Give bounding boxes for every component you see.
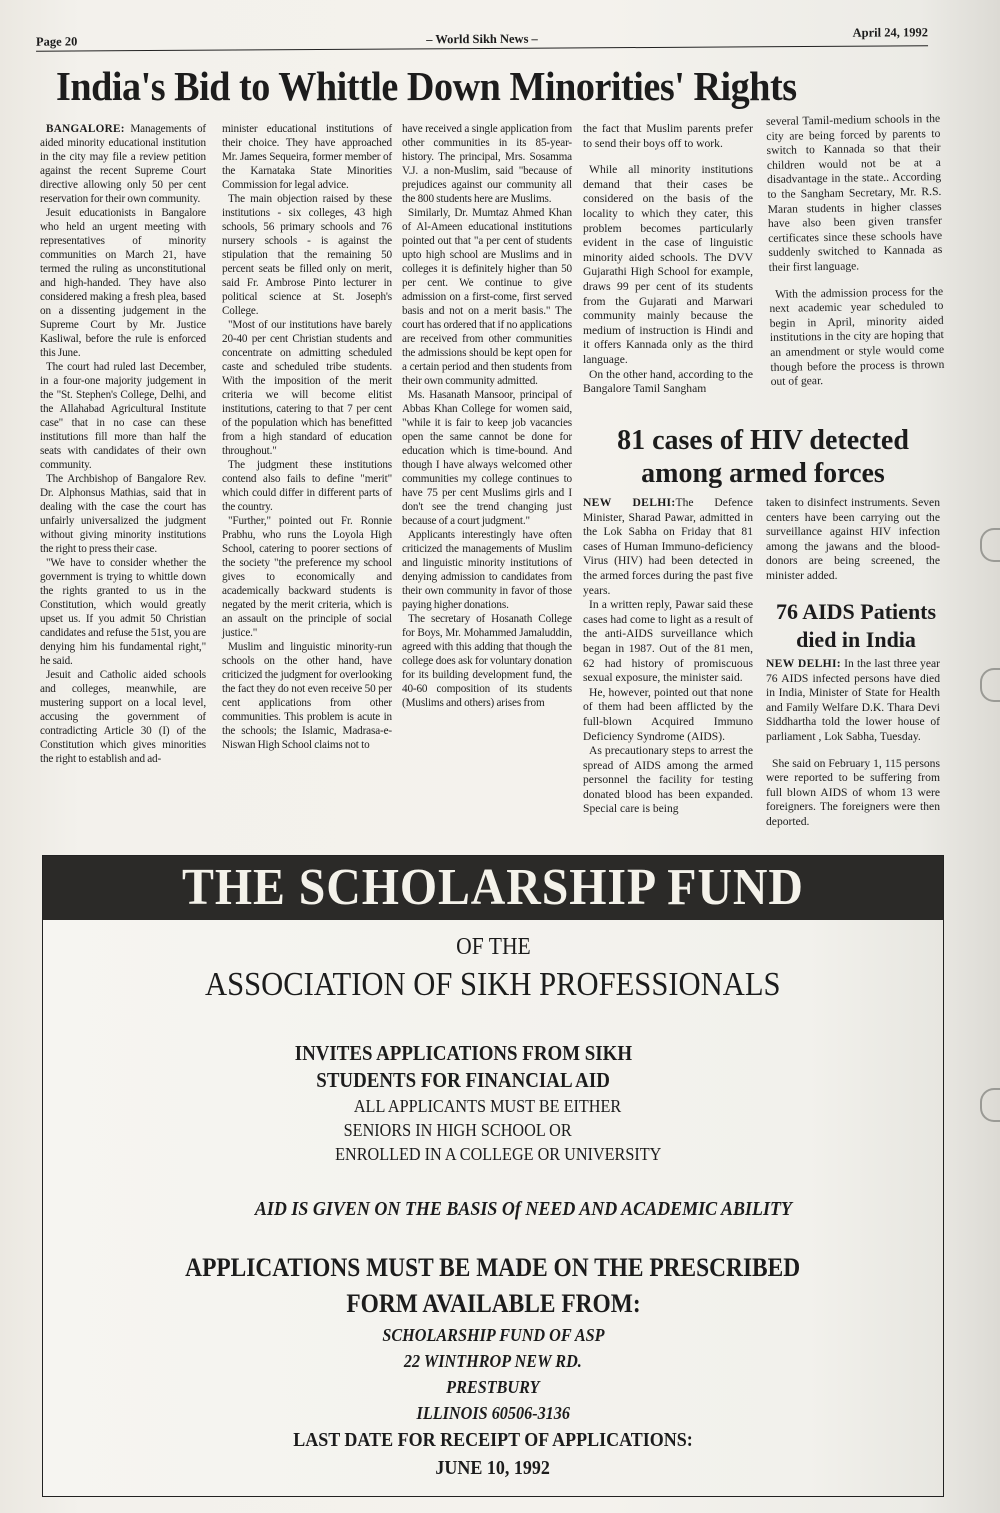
paragraph: Jesuit and Catholic aided schools and colleges, meanwhile, are mustering support on a local level, accusing the government of contradicting Article 30 (I) of the Constitution which gives minorities the right to establish and ad- <box>40 669 206 765</box>
headline-line: died in India <box>796 627 916 652</box>
masthead <box>36 27 928 51</box>
ad-address <box>43 1322 943 1426</box>
ad-text: ENROLLED IN A COLLEGE OR UNIVERSITY <box>334 1144 662 1164</box>
publication-name: – World Sikh News – <box>426 31 538 47</box>
deadline-date: JUNE 10, 1992 <box>435 1457 551 1479</box>
paragraph: taken to disinfect instruments. Seven centers have been carrying out the surveillance against HIV infection among the jawans and the blood-donors are being screened, the minister added. <box>766 496 940 582</box>
ad-text: SCHOLARSHIP FUND OF ASP <box>381 1325 605 1345</box>
paragraph: Managements of aided minority educational institution in the city may file a review petition against the recent Supreme Court directive allowing only 50 per cent reservation for their own community. <box>40 123 206 205</box>
issue-date: April 24, 1992 <box>852 25 929 40</box>
article-column-4 <box>583 122 753 397</box>
ad-invites <box>43 1040 943 1094</box>
ad-eligibility <box>43 1094 943 1166</box>
ad-text: FORM AVAILABLE FROM: <box>345 1289 641 1318</box>
ad-applications <box>43 1250 943 1322</box>
paragraph: have received a single application from other communities in its 85-year-history. The principal, Mrs. Sosamma V.J. a non-Muslim, said "because of prejudices against our community all the 800 students here are Muslims. <box>402 123 572 205</box>
headline-line: 76 AIDS Patients <box>775 599 937 624</box>
paragraph: The Defence Minister, Sharad Pawar, admitted in the Lok Sabha on Friday that 81 cases of Human Immuno-deficiency Virus (HIV) had been detected in the armed forces during the past five years. <box>583 496 753 597</box>
article-column-3 <box>402 122 572 710</box>
paragraph: "Further," pointed out Fr. Ronnie Prabhu, who runs the Loyola High School, catering to poorer sections of the society "the preference my school gives to economically and academically backward students is negated by the merit criteria, which is an assault on the principle of social justice." <box>222 515 392 639</box>
paragraph: minister educational institutions of their choice. They have approached Mr. James Sequeira, former member of the Karnataka State Minorities Commission for legal advice. <box>222 123 392 191</box>
ad-deadline <box>43 1426 943 1482</box>
ad-text: ALL APPLICANTS MUST BE EITHER <box>354 1096 622 1116</box>
ad-text: ASSOCIATION OF SIKH PROFESSIONALS <box>205 966 781 1003</box>
paragraph: The main objection raised by these institutions - six colleges, 43 high schools, 56 primary schools and 76 nursery schools - is against the stipulation that the remaining 50 percent seats be filled only on merit, said Fr. Ambrose Pinto lecturer in political science at St. Joseph's College. <box>222 193 392 317</box>
scholarship-advertisement <box>42 855 944 1497</box>
paragraph: The Archbishop of Bangalore Rev. Dr. Alphonsus Mathias, said that in dealing with the case the court has unfairly universalized the judgment without giving minority institutions the right to press their case. <box>40 473 206 555</box>
aids-column <box>766 657 940 830</box>
article-column-5 <box>766 112 945 390</box>
paragraph: On the other hand, according to the Bangalore Tamil Sangham <box>583 367 753 396</box>
paragraph: With the admission process for the next academic year scheduled to begin in April, minority aided institutions in the city are hoping that an amendment or style would come though before the process is thrown out of gear. <box>769 284 945 389</box>
paragraph: "We have to consider whether the government is trying to whittle down the rights granted to us in the Constitution, which would greatly upset us. If you admit 50 Christian candidates and refuse the 51st, you are denying him his fundamental right," he said. <box>40 557 206 667</box>
binder-clip-decoration <box>980 668 1000 702</box>
ad-banner <box>43 856 943 920</box>
paragraph: She said on February 1, 115 persons were reported to be suffering from full blown AIDS of whom 13 were foreigners. The foreigners were then deported. <box>766 756 940 828</box>
ad-basis <box>43 1198 943 1221</box>
ad-of-the <box>43 934 943 961</box>
binder-clip-decoration <box>980 1088 1000 1122</box>
ad-text: AID IS GIVEN ON THE BASIS Of NEED AND ACADEMIC ABILITY <box>254 1198 792 1220</box>
paragraph: The judgment these institutions contend also fails to define "merit" which could differ in different parts of the country. <box>222 459 392 513</box>
headline-line: 81 cases of HIV detected <box>617 425 909 456</box>
ad-text: LAST DATE FOR RECEIPT OF APPLICATIONS: <box>293 1429 693 1451</box>
paragraph: As precautionary steps to arrest the spread of AIDS among the armed personnel the facility for testing donated blood has been expanded. Special care is being <box>583 744 753 816</box>
main-headline: India's Bid to Whittle Down Minorities' Rights <box>56 63 797 109</box>
ad-text: INVITES APPLICATIONS FROM SIKH <box>294 1041 632 1065</box>
ad-text: STUDENTS FOR FINANCIAL AID <box>316 1068 610 1092</box>
ad-text: 22 WINTHROP NEW RD. <box>404 1351 582 1371</box>
article-column-2 <box>222 122 392 752</box>
ad-organization <box>43 966 943 1004</box>
ad-text: SENIORS IN HIGH SCHOOL OR <box>343 1120 573 1140</box>
ad-text: APPLICATIONS MUST BE MADE ON THE PRESCRIBED <box>185 1253 801 1282</box>
hiv-column-1 <box>583 496 753 817</box>
hiv-headline <box>583 424 943 490</box>
paragraph: In the last three year 76 AIDS infected persons have died in India, Minister of State for Health and Family Welfare D.K. Thara Devi Siddhartha told the lower house of parliament , Lok Sabha, Tuesday. <box>766 657 940 743</box>
paragraph: the fact that Muslim parents prefer to send their boys off to work. <box>583 122 753 150</box>
dateline: NEW DELHI: <box>766 657 841 670</box>
paragraph: The court had ruled last December, in a four-one majority judgement in the "St. Stephen's College, Delhi, and the Allahabad Agricultural Institute case" that in no case can these institutions fill more than half the seats with candidates of their own community. <box>40 361 206 471</box>
paragraph: "Most of our institutions have barely 20-40 per cent Christian students and concentrate on admitting scheduled caste and scheduled tribe students. With the imposition of the merit criteria we will become elitist institutions, catering to that 7 per cent of the population which has benefitted from a high standard of education throughout." <box>222 319 392 457</box>
paragraph: Applicants interestingly have often criticized the managements of Muslim and linguistic minority institutions of denying admission to candidates from their own community in favor of those paying higher donations. <box>402 529 572 611</box>
ad-banner-text: THE SCHOLARSHIP FUND <box>182 859 804 916</box>
paragraph: Jesuit educationists in Bangalore who held an urgent meeting with representatives of minority communities on March 21, have termed the ruling as unconstitutional and high-handed. They have also considered making a fresh plea, based on a dissenting judgement in the Supreme Court by Mr. Justice Kasliwal, before the rule is enforced this June. <box>40 207 206 359</box>
paragraph: While all minority institutions demand that their cases be considered on the basis of the locality to which they cater, this problem becomes particularly evident in the case of linguistic minority aided schools. The DVV Gujarathi High School for example, draws 99 per cent of its students from the Gujarati and Marwari community mainly because the medium of instruction is Hindi and it offers Kannada only as the third language. <box>583 163 753 366</box>
dateline: NEW DELHI: <box>583 496 676 509</box>
ad-text: OF THE <box>455 934 531 960</box>
dateline: BANGALORE: <box>46 123 125 135</box>
binder-clip-decoration <box>980 528 1000 562</box>
paragraph: Ms. Hasanath Mansoor, principal of Abbas Khan College for women said, "while it is fair to keep job vacancies open the same cannot be done for education which is time-bound. And though I have always welcomed other communities my college continues to have 75 per cent Muslims girls and I don't see the trend changing just because of a court judgment." <box>402 389 572 527</box>
article-column-1 <box>40 122 206 766</box>
paragraph: In a written reply, Pawar said these cases had come to light as a result of the anti-AIDS surveillance which began in 1987. Out of the 81 men, 62 had history of promiscuous sexual exposure, the minister said. <box>583 598 753 685</box>
paragraph: Muslim and linguistic minority-run schools on the other hand, have criticized the judgment for overlooking the fact they do not even receive 50 per cent applications from other communities. This problem is acute in the schools; the Islamic, Madrasa-e-Niswan High School claims not to <box>222 641 392 751</box>
ad-text: ILLINOIS 60506-3136 <box>416 1403 570 1423</box>
hiv-column-2 <box>766 496 940 584</box>
paragraph: several Tamil-medium schools in the city are being forced by parents to switch to Kannada so that their children would not be at a disadvantage in the state.. According to the Sangham Secretary, Mr. R.S. Maran students in higher classes have also been given transfer certificates since these schools have suddenly switched to Kannada as their first language. <box>766 111 943 274</box>
paragraph: He, however, pointed out that none of them had been afflicted by the full-blown Acquired Immuno Deficiency Syndrome (AIDS). <box>583 685 753 743</box>
headline-line: among armed forces <box>641 458 885 489</box>
page-number: Page 20 <box>35 34 78 49</box>
ad-text: PRESTBURY <box>446 1377 540 1397</box>
paragraph: Similarly, Dr. Mumtaz Ahmed Khan of Al-Ameen educational institutions pointed out that "a per cent of students upto high school are Muslims and in colleges it is definitely higher than 50 per cent. We continue to give admission on a first-come, first served basis and not on a merit basis." The court has ordered that if no applications are received from other communities the admissions should be kept open for a certain period and then students from their own community admitted. <box>402 207 572 387</box>
aids-headline <box>766 598 946 654</box>
paragraph: The secretary of Hosanath College for Boys, Mr. Mohammed Jamaluddin, agreed with this adding that though the college does ask for voluntary donation for its building development fund, the 40-60 composition of its students (Muslims and others) arises from <box>402 613 572 709</box>
